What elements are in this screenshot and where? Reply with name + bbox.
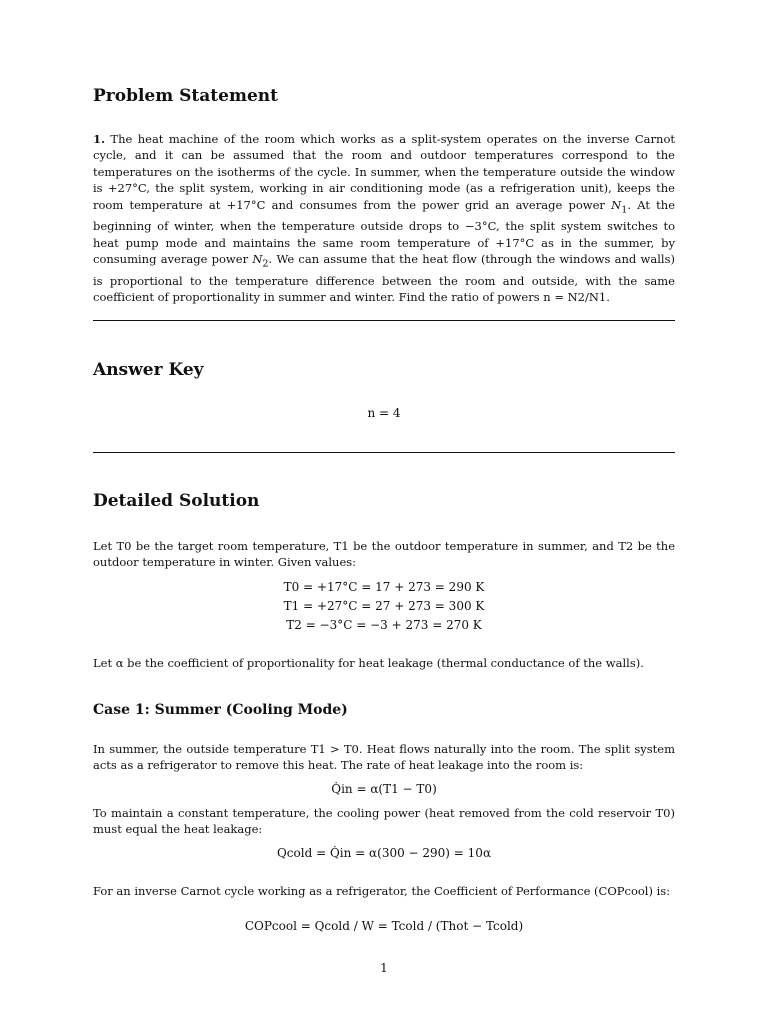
alpha-definition: Let α be the coefficient of proportionality for heat leakage (thermal conductance of the walls). xyxy=(93,656,644,670)
given-t2: T2 = −3°C = −3 + 273 = 270 K xyxy=(286,618,482,632)
given-t1: T1 = +27°C = 27 + 273 = 300 K xyxy=(283,599,485,613)
given-t0: T0 = +17°C = 17 + 273 = 290 K xyxy=(283,580,485,594)
problem-number: 1. xyxy=(93,132,106,146)
answer-value: n = 4 xyxy=(367,406,401,420)
section-divider xyxy=(93,452,675,453)
case1-paragraph-2: To maintain a constant temperature, the cooling power (heat removed from the cold reservoir T0) must equal the heat leakage: xyxy=(93,806,675,837)
equation-cop-cool: COPcool = Qcold / W = Tcold / (Thot − Tcold) xyxy=(244,919,524,933)
section-divider xyxy=(93,320,675,321)
problem-heading: Problem Statement xyxy=(93,86,278,106)
page-number: 1 xyxy=(380,961,388,975)
case1-heading: Case 1: Summer (Cooling Mode) xyxy=(93,702,348,718)
case1-paragraph-3: For an inverse Carnot cycle working as a refrigerator, the Coefficient of Performance (COPcool) is: xyxy=(93,884,671,898)
problem-text: 1. The heat machine of the room which works as a split-system operates on the inverse Carnot cycle, and it can be assumed that the room and outdoor temperatures correspond to the temperatures on the isotherms of the cycle. In summer, when the temperature outside the window is +27°C, the split system, working in air conditioning mode (as a refrigeration unit), keeps the room temperature at +17°C and consumes from the power grid an average power $N_1$. At the beginning of winter, when the temperature outside drops to −3°C, the split system switches to heat pump mode and maintains the same room temperature of +17°C as in the summer, by consuming average power $N_2$. We can assume that the heat flow (through the windows and walls) is proportional to the temperature difference between the room and outside, with the same coefficient of proportionality in summer and winter. Find the ratio of powers n = N2/N1. xyxy=(93,132,676,305)
ratio-expression: n = N2/N1 xyxy=(543,290,607,305)
equation-q-cold: Qcold = Q̇in = α(300 − 290) = 10α xyxy=(276,846,492,860)
given-values xyxy=(93,578,675,635)
case1-paragraph-1: In summer, the outside temperature T1 > T0. Heat flows naturally into the room. The split system acts as a refrigerator to remove this heat. The rate of heat leakage into the room is: xyxy=(93,742,675,773)
solution-heading: Detailed Solution xyxy=(93,491,260,511)
equation-heat-leak: Q̇in = α(T1 − T0) xyxy=(331,782,437,796)
answer-heading: Answer Key xyxy=(93,360,204,380)
solution-intro: Let T0 be the target room temperature, T1 be the outdoor temperature in summer, and T2 be the outdoor temperature in winter. Given values: xyxy=(93,539,675,570)
